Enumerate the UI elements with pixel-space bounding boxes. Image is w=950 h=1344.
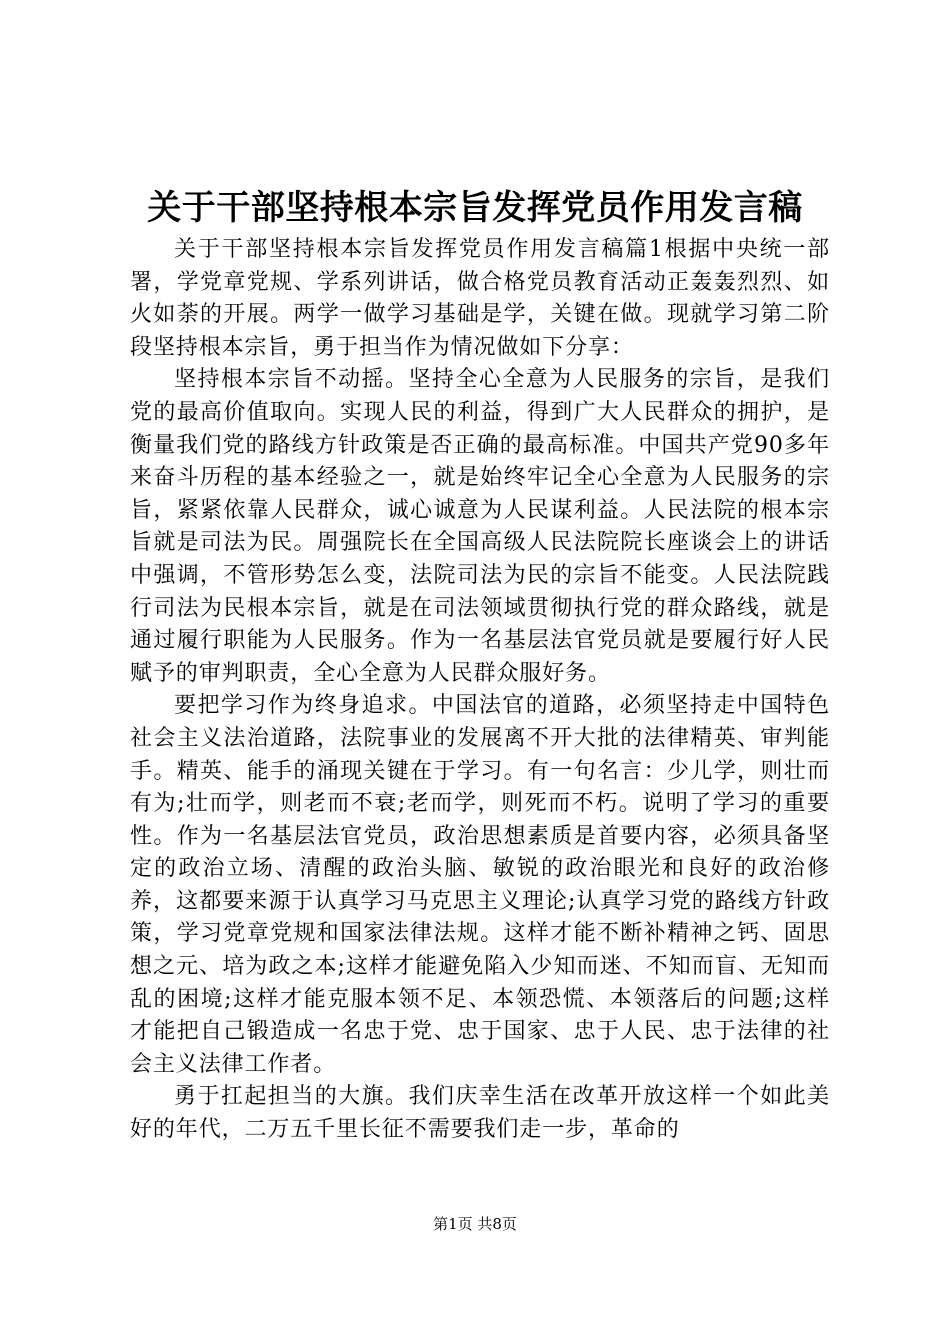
page-number-footer: 第1页 共8页 bbox=[433, 1215, 517, 1233]
paragraph-take-responsibility: 勇于扛起担当的大旗。我们庆幸生活在改革开放这样一个如此美好的年代，二万五千里长征不需要我们走一步，革命的 bbox=[130, 1084, 830, 1143]
document-body bbox=[130, 234, 830, 1147]
paragraph-lifelong-learning: 要把学习作为终身追求。中国法官的道路，必须坚持走中国特色社会主义法治道路，法院事业的发展离不开大批的法律精英、审判能手。精英、能手的涌现关键在于学习。有一句名言：少儿学，则壮而有为;壮而学，则老而不衰;老而学，则死而不朽。说明了学习的重要性。作为一名基层法官党员，政治思想素质是首要内容，必须具备坚定的政治立场、清醒的政治头脑、敏锐的政治眼光和良好的政治修养，这都要来源于认真学习马克思主义理论;认真学习党的路线方针政策，学习党章党规和国家法律法规。这样才能不断补精神之钙、固思想之元、培为政之本;这样才能避免陷入少知而迷、不知而盲、无知而乱的困境;这样才能克服本领不足、本领恐慌、本领落后的问题;这样才能把自己锻造成一名忠于党、忠于国家、忠于人民、忠于法律的社会主义法律工作者。 bbox=[130, 693, 830, 1077]
document-title: 关于干部坚持根本宗旨发挥党员作用发言稿 bbox=[147, 188, 803, 228]
paragraph-fundamental-purpose: 坚持根本宗旨不动摇。坚持全心全意为人民服务的宗旨，是我们党的最高价值取向。实现人民的利益，得到广大人民群众的拥护，是衡量我们党的路线方针政策是否正确的最高标准。中国共产党90多年来奋斗历程的基本经验之一，就是始终牢记全心全意为人民服务的宗旨，紧紧依靠人民群众，诚心诚意为人民谋利益。人民法院的根本宗旨就是司法为民。周强院长在全国高级人民法院院长座谈会上的讲话中强调，不管形势怎么变，法院司法为民的宗旨不能变。人民法院践行司法为民根本宗旨，就是在司法领域贯彻执行党的群众路线，就是通过履行职能为人民服务。作为一名基层法官党员就是要履行好人民赋予的审判职责，全心全意为人民群众服好务。 bbox=[130, 367, 830, 686]
paragraph-intro: 关于干部坚持根本宗旨发挥党员作用发言稿篇1根据中央统一部署，学党章党规、学系列讲话，做合格党员教育活动正轰轰烈烈、如火如荼的开展。两学一做学习基础是学，关键在做。现就学习第二阶段坚持根本宗旨，勇于担当作为情况做如下分享： bbox=[130, 237, 830, 360]
